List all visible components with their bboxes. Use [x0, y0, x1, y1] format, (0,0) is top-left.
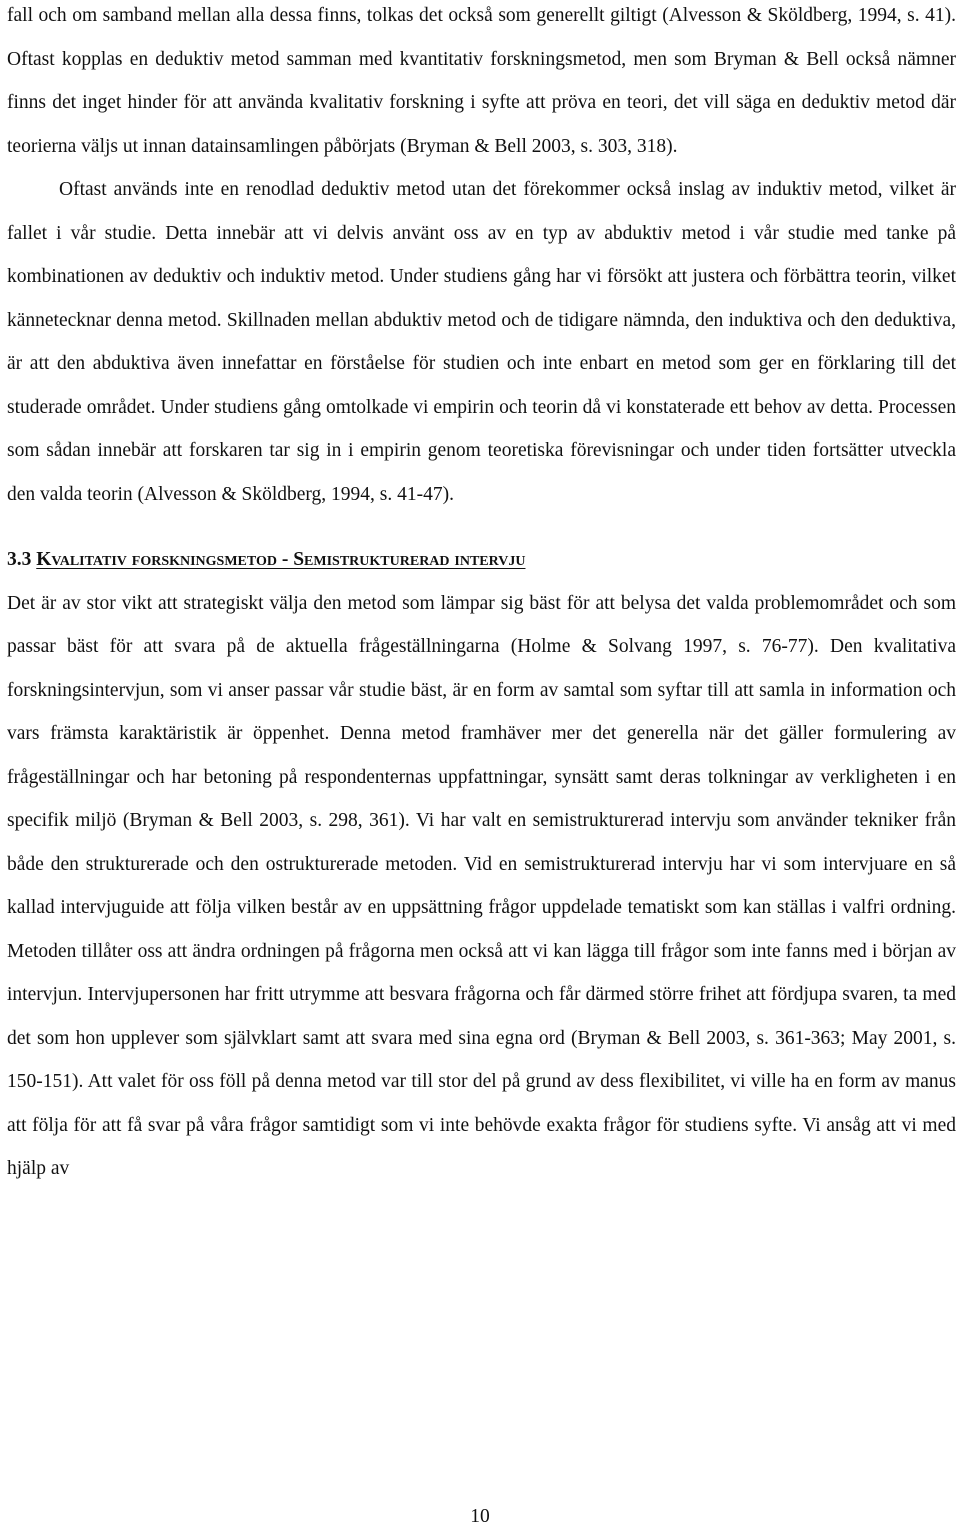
page-number: 10: [470, 1506, 490, 1527]
section-paragraph: Det är av stor vikt att strategiskt välja den metod som lämpar sig bäst för att belysa det valda problemområdet och som passar bäst för att svara på de aktuella frågeställningarna (Holme & Solvang 1997, s. 76-77). Den kvalitativa forskningsintervjun, som vi anser passar vår studie bäst, är en form av samtal som syftar till att samla in information och vars främsta karaktäristik är öppenhet. Denna metod framhäver mer det generella när det gäller formulering av frågeställningar och har betoning på respondenternas uppfattningar, synsätt samt deras tolkningar av verkligheten i en specifik miljö (Bryman & Bell 2003, s. 298, 361). Vi har valt en semistrukturerad intervju som använder tekniker från både den strukturerade och den ostrukturerade metoden. Vid en semistrukturerad intervju har vi som intervjuare en så kallad intervjuguide att följa vilken består av en uppsättning frågor uppdelade tematiskt som kan ställas i valfri ordning. Metoden tillåter oss att ändra ordningen på frågorna men också att vi kan lägga till frågor som inte fanns med i början av intervjun. Intervjupersonen har fritt utrymme att besvara frågorna och får därmed större frihet att fördjupa svaren, ta med det som hon upplever som självklart samt att svara med sina egna ord (Bryman & Bell 2003, s. 361-363; May 2001, s. 150-151). Att valet för oss föll på denna metod var till stor del på grund av dess flexibilitet, vi ville ha en form av manus att följa för att få svar på våra frågor samtidigt som vi inte behövde exakta frågor för studiens syfte. Vi ansåg att vi med hjälp av: [7, 592, 956, 1179]
body-paragraph: Oftast används inte en renodlad deduktiv metod utan det förekommer också inslag av induktiv metod, vilket är fallet i vår studie. Detta innebär att vi delvis använt oss av en typ av abduktiv metod i vår studie med tanke på kombinationen av deduktiv och induktiv metod. Under studiens gång har vi försökt att justera och förbättra teorin, vilket kännetecknar denna metod. Skillnaden mellan abduktiv metod och de tidigare nämnda, den induktiva och den deduktiva, är att den abduktiva även innefattar en förståelse för studien och inte enbart en metod som ger en förklaring till det studerade området. Under studiens gång omtolkade vi empirin och teorin då vi konstaterade ett behov av detta. Processen som sådan innebär att forskaren tar sig in i empirin genom teoretiska förevisningar och under tiden fortsätter utveckla den valda teorin (Alvesson & Sköldberg, 1994, s. 41-47).: [7, 179, 956, 505]
body-paragraph: fall och om samband mellan alla dessa finns, tolkas det också som generellt giltigt (Alvesson & Sköldberg, 1994, s. 41). Oftast kopplas en deduktiv metod samman med kvantitativ forskningsmetod, men som Bryman & Bell också nämner finns det inget hinder för att använda kvalitativ forskning i syfte att pröva en teori, det vill säga en deduktiv metod där teorierna väljs ut innan datainsamlingen påbörjats (Bryman & Bell 2003, s. 303, 318).: [7, 5, 956, 157]
section-title: Kvalitativ forskningsmetod - Semistrukturerad intervju: [36, 549, 526, 570]
section-heading: [7, 538, 956, 582]
section-number: 3.3: [7, 549, 32, 570]
